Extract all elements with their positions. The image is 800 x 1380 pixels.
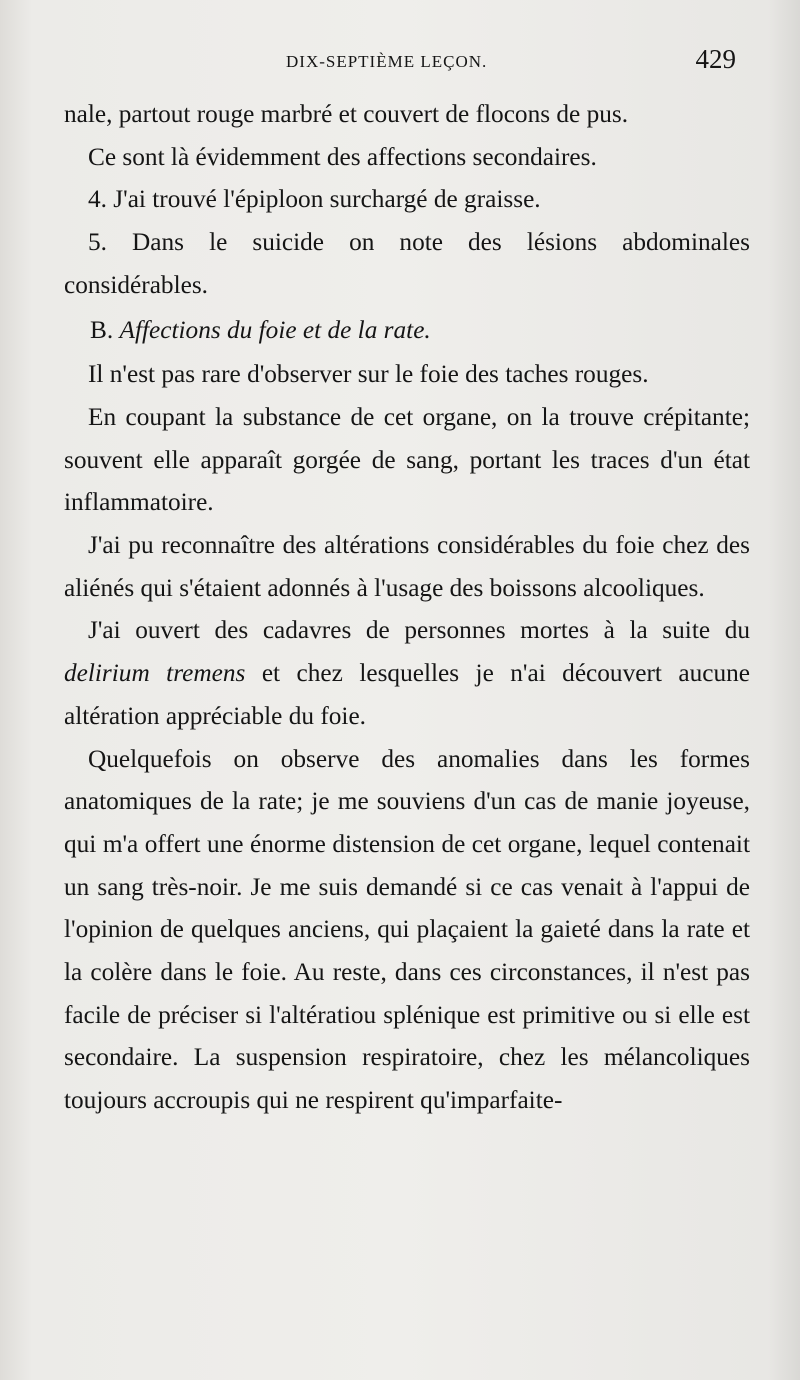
paragraph: 4. J'ai trouvé l'épiploon surchargé de graisse.: [88, 185, 541, 214]
text-run: J'ai ouvert des cadavres de personnes mortes à la suite du: [88, 616, 750, 645]
page-number: 429: [695, 44, 736, 74]
section-heading: [90, 309, 750, 352]
paragraph: En coupant la substance de cet organe, on la trouve crépitante; souvent elle apparaît gorgée de sang, portant les traces d'un état inflammatoire.: [64, 402, 750, 517]
paragraph: [64, 609, 750, 737]
paragraph: 5. Dans le suicide on note des lésions abdominales considérables.: [64, 228, 750, 299]
running-head: DIX-SEPTIÈME LEÇON.: [286, 52, 488, 71]
section-title: Affections du foie et de la rate.: [119, 315, 431, 344]
text-run: et chez lesquelles je n'ai découvert aucune altération appréciable du foie.: [64, 659, 750, 730]
paragraph: J'ai pu reconnaître des altérations considérables du foie chez des aliénés qui s'étaient adonnés à l'usage des boissons alcooliques.: [64, 531, 750, 602]
italic-term: delirium tremens: [64, 659, 246, 688]
paragraph: Quelquefois on observe des anomalies dans les formes anatomiques de la rate; je me souviens d'un cas de manie joyeuse, qui m'a offert une énorme distension de cet organe, lequel contenait un sang très-noir. Je me suis demandé si ce cas venait à l'appui de l'opinion de quelques anciens, qui plaçaient la gaieté dans la rate et la colère dans le foie. Au reste, dans ces circonstances, il n'est pas facile de préciser si l'altératiou splénique est primitive ou si elle est secondaire. La suspension respiratoire, chez les mélancoliques toujours accroupis qui ne respirent qu'imparfaite-: [64, 744, 750, 1115]
page-body: [64, 93, 750, 1122]
page-header: [66, 44, 736, 84]
paragraph: Il n'est pas rare d'observer sur le foie des taches rouges.: [88, 360, 649, 389]
paragraph: nale, partout rouge marbré et couvert de flocons de pus.: [64, 100, 629, 128]
section-label: B.: [90, 315, 114, 344]
paragraph: Ce sont là évidemment des affections secondaires.: [88, 142, 597, 171]
